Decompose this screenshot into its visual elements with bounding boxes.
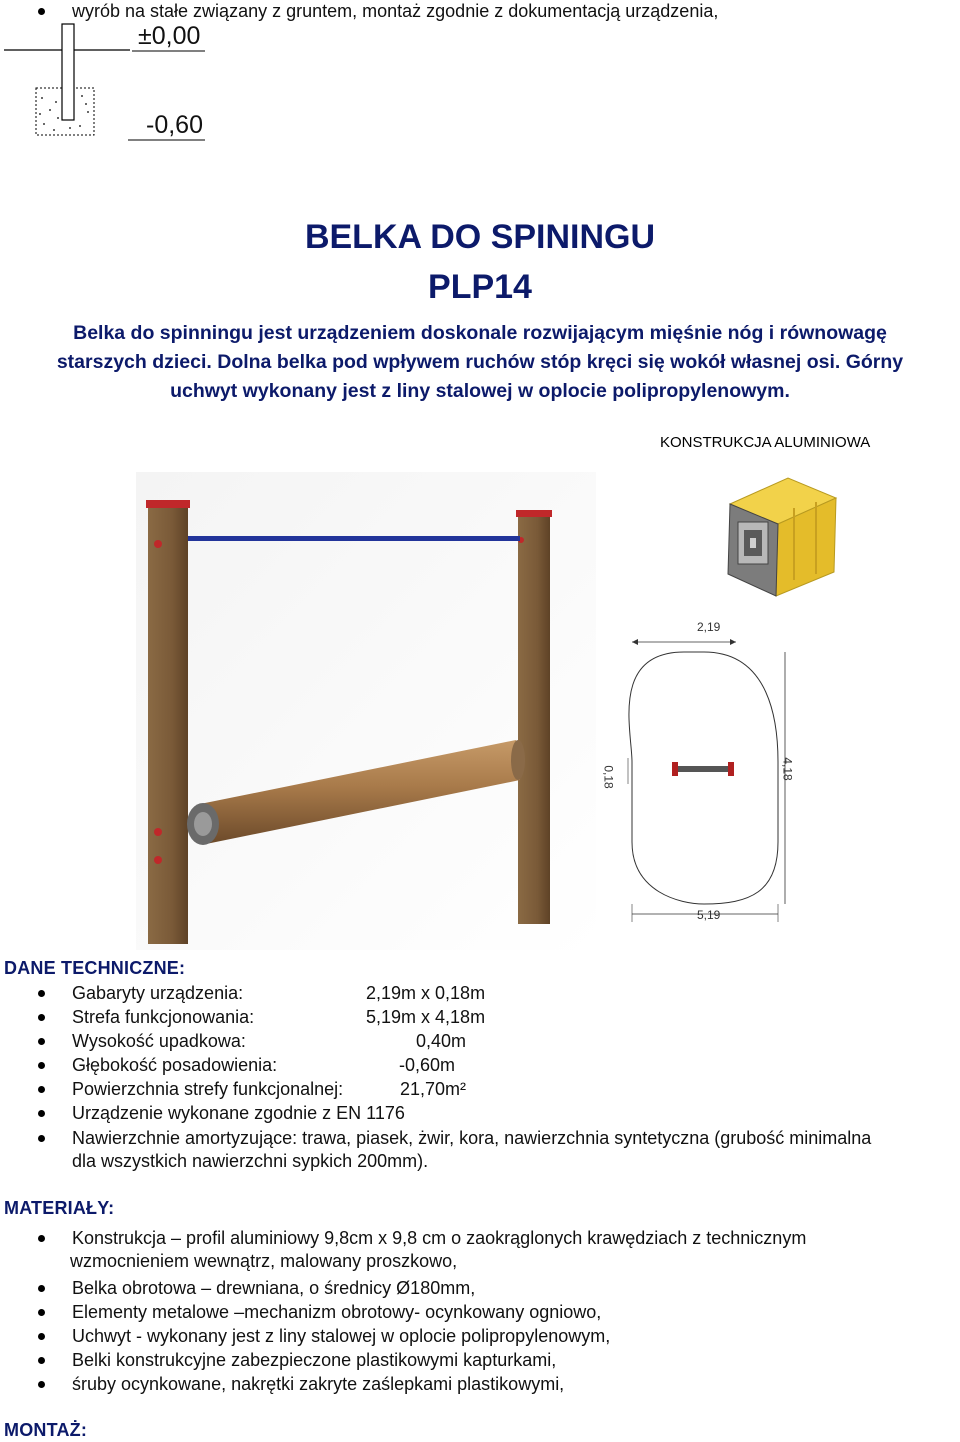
bullet-icon bbox=[38, 1357, 45, 1364]
dim-width-label: 2,19 bbox=[697, 620, 721, 634]
material-item-text: śruby ocynkowane, nakrętki zakryte zaślepkami plastikowymi, bbox=[72, 1374, 565, 1394]
equipment-illustration bbox=[136, 472, 596, 950]
bullet-icon bbox=[38, 8, 45, 15]
tech-value: 2,19m x 0,18m bbox=[366, 983, 486, 1003]
material-item-text: Elementy metalowe –mechanizm obrotowy- ocynkowany ogniowo, bbox=[72, 1302, 602, 1322]
tech-label: Powierzchnia strefy funkcjonalnej: bbox=[72, 1079, 344, 1099]
ground-level-label: ±0,00 bbox=[138, 22, 201, 50]
tech-label: Gabaryty urządzenia: bbox=[72, 983, 244, 1003]
bullet-icon bbox=[38, 1381, 45, 1388]
bullet-icon bbox=[38, 1062, 45, 1069]
product-title: BELKA DO SPININGU bbox=[304, 218, 656, 256]
material-item-text-2: wzmocnieniem wewnątrz, malowany proszkowo, bbox=[70, 1251, 458, 1271]
technical-heading: DANE TECHNICZNE: bbox=[4, 958, 186, 978]
dim-zone-width-label: 5,19 bbox=[697, 908, 721, 922]
installation-note-text: wyrób na stałe związany z gruntem, montaż zgodnie z dokumentacją urządzenia, bbox=[72, 1, 719, 21]
bullet-icon bbox=[38, 1038, 45, 1045]
bullet-icon bbox=[38, 1135, 45, 1142]
tech-surfaces-text-2: dla wszystkich nawierzchni sypkich 200mm). bbox=[72, 1151, 429, 1171]
tech-surfaces-text: Nawierzchnie amortyzujące: trawa, piasek, żwir, kora, nawierzchnia syntetyczna (grubość minimalna bbox=[72, 1128, 872, 1148]
dim-depth-label: 0,18 bbox=[601, 765, 616, 789]
description-line-1: Belka do spinningu jest urządzeniem doskonale rozwijającym mięśnie nóg i równowagę bbox=[73, 322, 887, 344]
description-line-2: starszych dzieci. Dolna belka pod wpływem ruchów stóp kręci się wokół własnej osi. Górny bbox=[56, 351, 904, 373]
tech-norm-text: Urządzenie wykonane zgodnie z EN 1176 bbox=[72, 1103, 405, 1123]
bullet-icon bbox=[38, 1014, 45, 1021]
tech-label: Głębokość posadowienia: bbox=[72, 1055, 278, 1075]
tech-value: 5,19m x 4,18m bbox=[366, 1007, 486, 1027]
tech-value: -0,60m bbox=[399, 1055, 456, 1075]
tech-value: 21,70m² bbox=[400, 1079, 467, 1099]
tech-value: 0,40m bbox=[416, 1031, 467, 1051]
product-code: PLP14 bbox=[428, 268, 532, 306]
aluminium-profile-illustration bbox=[722, 468, 840, 600]
materials-heading: MATERIAŁY: bbox=[4, 1198, 115, 1218]
assembly-heading: MONTAŻ: bbox=[4, 1420, 88, 1440]
bullet-icon bbox=[38, 1110, 45, 1117]
bullet-icon bbox=[38, 990, 45, 997]
material-item-text: Belki konstrukcyjne zabezpieczone plastikowymi kapturkami, bbox=[72, 1350, 557, 1370]
dim-zone-depth-label: 4,18 bbox=[780, 757, 795, 781]
material-item-text: Uchwyt - wykonany jest z liny stalowej w oplocie polipropylenowym, bbox=[72, 1326, 611, 1346]
bullet-icon bbox=[38, 1309, 45, 1316]
material-item-text: Konstrukcja – profil aluminiowy 9,8cm x 9,8 cm o zaokrąglonych krawędziach z technicznym bbox=[72, 1228, 807, 1248]
bullet-icon bbox=[38, 1235, 45, 1242]
tech-label: Strefa funkcjonowania: bbox=[72, 1007, 255, 1027]
foundation-depth-label: -0,60 bbox=[146, 111, 203, 139]
description-line-3: uchwyt wykonany jest z liny stalowej w oplocie polipropylenowym. bbox=[170, 380, 790, 402]
bullet-icon bbox=[38, 1285, 45, 1292]
material-item-text: Belka obrotowa – drewniana, o średnicy Ø180mm, bbox=[72, 1278, 476, 1298]
tech-label: Wysokość upadkowa: bbox=[72, 1031, 246, 1051]
construction-label: KONSTRUKCJA ALUMINIOWA bbox=[660, 434, 871, 451]
bullet-icon bbox=[38, 1333, 45, 1340]
bullet-icon bbox=[38, 1086, 45, 1093]
